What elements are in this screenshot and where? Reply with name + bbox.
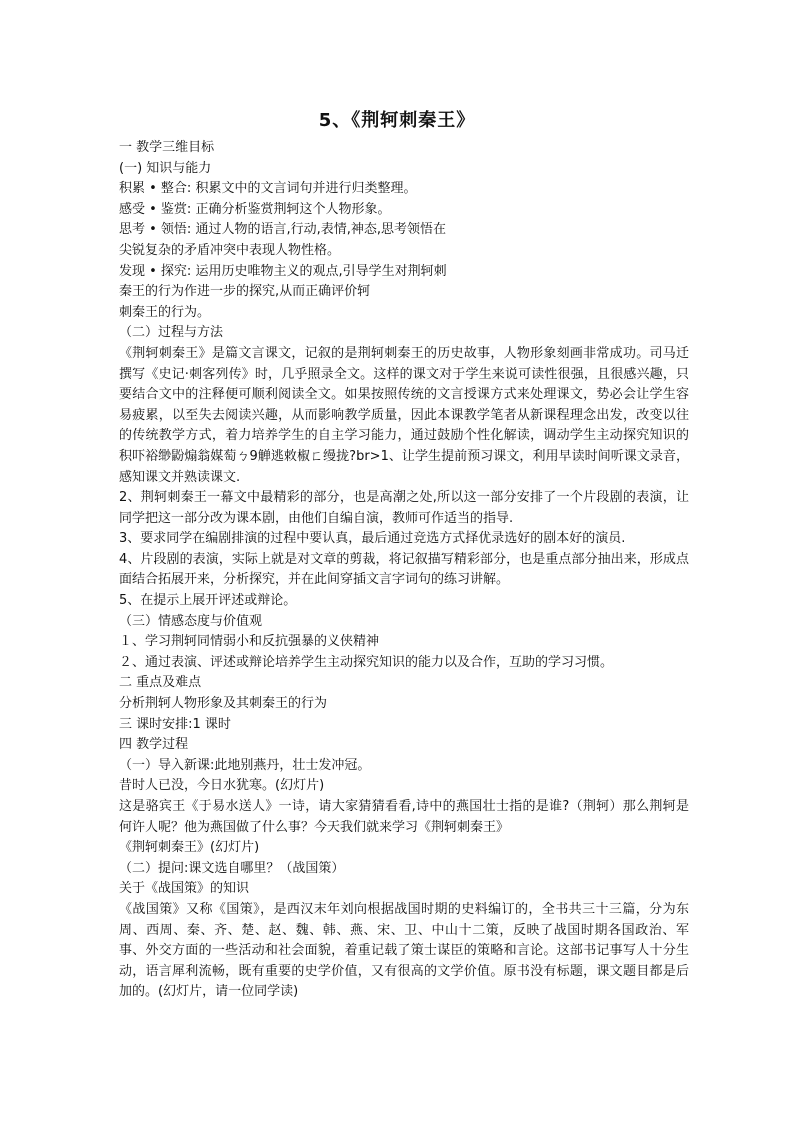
text-line: 刺秦王的行为。 <box>119 304 211 320</box>
text-line: 四 教学过程 <box>119 737 189 753</box>
text-line: 《荆轲刺秦王》是篇文言课文，记叙的是荆轲刺秦王的历史故事，人物形象刻画非常成功。司马迁撰写《史记·刺客列传》时，几乎照录全文。这样的课文对于学生来说可读性很强，且很感兴趣，只要结合文中的注释便可顺利阅读全文。如果按照传统的文言授课方式来处理课文，势必会让学生容易疲累，以至失去阅读兴趣，从而影响教学质量，因此本课教学笔者从新课程理念出发，改变以往的传统教学方式，着力培养学生的自主学习能力，通过鼓励个性化解读，调动学生主动探究知识的积吓裕缈鼢煽翁媒萄ㄅ9觯逃敕椒ㄈ缦拢?br>1、让学生提前预习课文，利用早读时间听课文录音，感知课文并熟读课文. <box>119 345 689 485</box>
text-line: 关于《战国策》的知识 <box>119 881 250 897</box>
text-line: ２、通过表演、评述或辩论培养学生主动探究知识的能力以及合作，互助的学习习惯。 <box>119 654 614 670</box>
text-line: 感受 • 鉴赏: 正确分析鉴赏荆轲这个人物形象。 <box>119 201 391 217</box>
text-line: 4、片段剧的表演，实际上就是对文章的剪裁，将记叙描写精彩部分，也是重点部分抽出来，形成点面结合拓展开来，分析探究，并在此间穿插文言字词句的练习讲解。 <box>119 551 689 588</box>
text-line: １、学习荆轲同情弱小和反抗强暴的义侠精神 <box>119 634 380 650</box>
text-line: 积累 • 整合: 积累文中的文言词句并进行归类整理。 <box>119 181 417 197</box>
text-line: 二 重点及难点 <box>119 675 202 691</box>
text-line: 一 教学三维目标 <box>119 140 215 155</box>
document-body <box>119 138 689 1003</box>
text-line: （二）过程与方法 <box>119 325 224 341</box>
text-line: 昔时人已没，今日水犹寒。(幻灯片) <box>119 778 325 794</box>
text-line: 发现 • 探究: 运用历史唯物主义的观点,引导学生对荆轲刺 <box>119 263 447 279</box>
text-line: 三 课时安排:1 课时 <box>119 716 231 732</box>
text-line: 秦王的行为作进一步的探究,从而正确评价轲 <box>119 284 371 300</box>
text-line: （二）提问:课文选自哪里？（战国策） <box>119 860 345 876</box>
text-line: 《战国策》又称《国策》，是西汉末年刘向根据战国时期的史料编订的，全书共三十三篇，分为东周、西周、秦、齐、楚、赵、魏、韩、燕、宋、卫、中山十二策，反映了战国时期各国政治、军事、外交方面的一些活动和社会面貌，着重记载了策士谋臣的策略和言论。这部书记事写人十分生动，语言犀利流畅，既有重要的史学价值，又有很高的文学价值。原书没有标题，课文题目都是后加的。(幻灯片，请一位同学读) <box>119 901 689 1000</box>
text-line: 2、荆轲刺秦王一幕文中最精彩的部分，也是高潮之处,所以这一部分安排了一个片段剧的表演，让同学把这一部分改为课本剧，由他们自编自演，教师可作适当的指导. <box>119 490 689 526</box>
text-line: 分析荆轲人物形象及其刺秦王的行为 <box>119 696 328 712</box>
text-line: 这是骆宾王《于易水送人》一诗，请大家猜猜看看,诗中的燕国壮士指的是谁?（荆轲）那么荆轲是何许人呢？他为燕国做了什么事？今天我们就来学习《荆轲刺秦王》 <box>119 799 689 835</box>
text-line: 尖锐复杂的矛盾冲突中表现人物性格。 <box>119 242 341 258</box>
text-line: 5、在提示上展开评述或辩论。 <box>119 593 297 609</box>
text-line: 思考 • 领悟: 通过人物的语言,行动,表情,神态,思考领悟在 <box>119 222 446 238</box>
text-line: （一）导入新课:此地别燕丹，壮士发冲冠。 <box>119 757 371 773</box>
text-line: （三）情感态度与价值观 <box>119 613 263 629</box>
text-line: (一) 知识与能力 <box>119 160 212 176</box>
document-title: 5、《荆轲刺秦王》 <box>318 110 476 131</box>
text-line: 3、要求同学在编剧排演的过程中要认真，最后通过竞选方式择优录选好的剧本好的演员. <box>119 531 626 547</box>
text-line: 《荆轲刺秦王》(幻灯片) <box>119 840 260 856</box>
